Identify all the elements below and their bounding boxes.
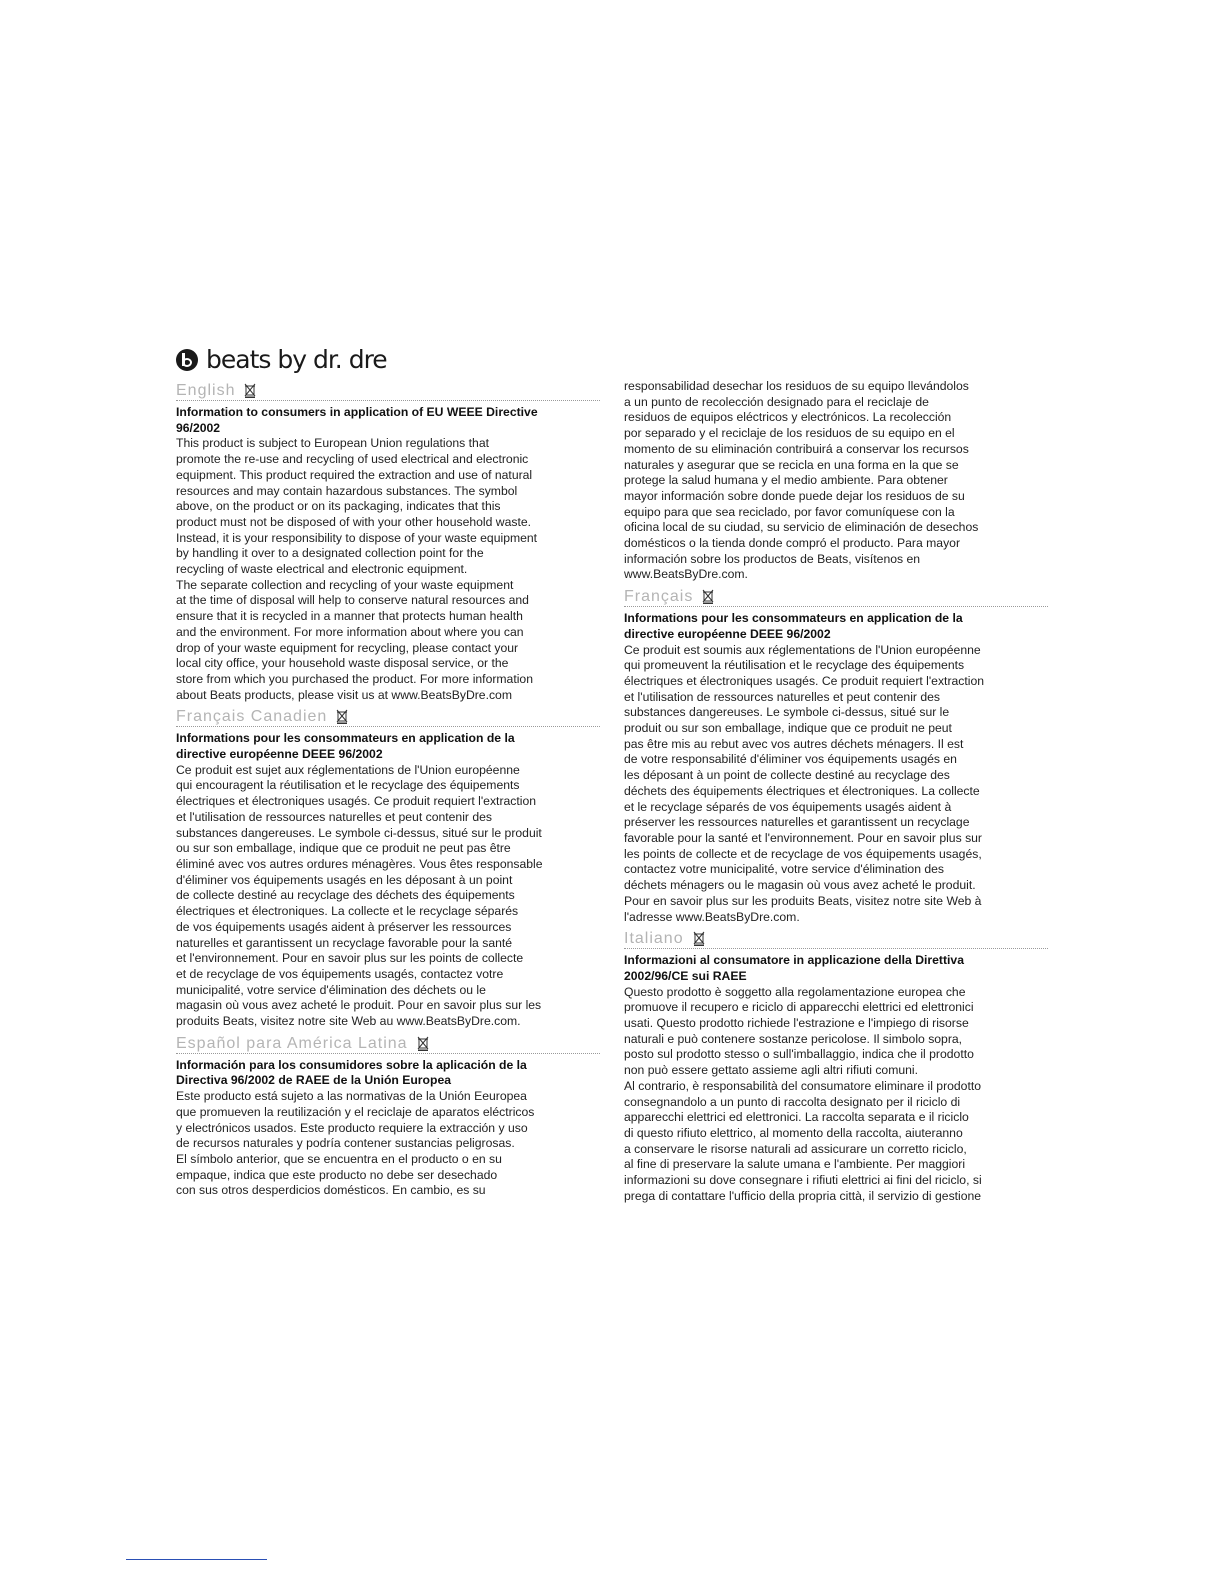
section-body: Ce produit est soumis aux réglementations de l'Union européenne qui promeuvent la réutilisation et le recyclage des équipements électriques et électroniques usagés. Ce produit requiert l'extraction et l'utilisation de ressources naturelles et peut contenir des substances dangereuses. Le symbole ci-dessus, situé sur le produit ou sur son emballage, indique que ce produit ne peut pas être mis au rebut avec vos autres déchets ménagers. Il est de votre responsabilité d'éliminer vos équipements usagés en les déposant à un point de collecte destiné au recyclage des déchets des équipements électriques et électroniques. La collecte et le recyclage séparés de vos équipements usagés aident à préserver les ressources naturelles et garantissent un recyclage favorable pour la santé et l'environnement. Pour en savoir plus sur les points de collecte et de recyclage de vos équipements usagés, contactez votre municipalité, votre service d'élimination des déchets ménagers ou le magasin où vous avez acheté le produit. Pour en savoir plus sur les produits Beats, visitez notre site Web à l'adresse www.BeatsByDre.com. xyxy=(624,642,985,924)
section-heading: Información para los consumidores sobre la aplicación de la Directiva 96/2002 de RAEE de la Unión Europea xyxy=(176,1057,527,1088)
section-header xyxy=(624,928,1048,949)
section-title: Français xyxy=(624,588,694,606)
section-title: English xyxy=(176,382,236,399)
section-heading: Informations pour les consommateurs en application de la directive européenne DEEE 96/2002 xyxy=(176,731,515,762)
section-header xyxy=(176,706,600,727)
section-title: Italiano xyxy=(624,930,684,948)
section-body: This product is subject to European Union regulations that promote the re-use and recycling of used electrical and electronic equipment. This product required the extraction and use of natural resources and may contain hazardous substances. The symbol above, on the product or on its packaging, indicates that this product must not be disposed of with your other household waste. Instead, it is your responsibility to dispose of your waste equipment by handling it over to a designated collection point for the recycling of waste electrical and electronic equipment. The separate collection and recycling of your waste equipment at the time of disposal will help to conserve natural resources and ensure that it is recycled in a manner that protects human health and the environment. For more information about where you can drop of your waste equipment for recycling, please contact your local city office, your household waste disposal service, or the store from which you purchased the product. For more information about Beats products, please visit us at www.BeatsByDre.com xyxy=(176,436,538,702)
section-espanol xyxy=(176,1033,600,1199)
weee-bin-icon xyxy=(417,1036,429,1051)
footer-rule xyxy=(126,1559,267,1560)
left-column xyxy=(176,380,600,1199)
section-title: Français Canadien xyxy=(176,708,328,726)
brand-logo xyxy=(176,345,387,374)
weee-bin-icon xyxy=(693,931,705,946)
section-heading: Informazioni al consumatore in applicazione della Direttiva 2002/96/CE sui RAEE xyxy=(624,953,964,983)
section-heading: Information to consumers in application of EU WEEE Directive 96/2002 xyxy=(176,405,538,435)
section-header xyxy=(624,586,1048,607)
continuation-text: responsabilidad desechar los residuos de su equipo llevándolos a un punto de recolección designado para el reciclaje de residuos de equipos eléctricos y electrónicos. La recolección por separado y el reciclaje de los residuos de su equipo en el momento de su eliminación contribuirá a conservar los recursos naturales y asegurar que se recicla en una forma en la que se protege la salud humana y el medio ambiente. Para obtener mayor información sobre donde puede dejar los residuos de su equipo para que sea reciclado, por favor comuníquese con la oficina local de su ciudad, su servicio de eliminación de desechos domésticos o la tienda donde compró el producto. Para mayor información sobre los productos de Beats, visítenos en www.BeatsByDre.com. xyxy=(624,379,979,582)
weee-bin-icon xyxy=(244,383,256,398)
section-heading: Informations pour les consommateurs en application de la directive européenne DEEE 96/2002 xyxy=(624,611,963,641)
section-francais xyxy=(624,586,1048,925)
section-title: Español para América Latina xyxy=(176,1034,408,1052)
brand-logo-text: beats by dr. dre xyxy=(206,345,387,374)
section-body: Ce produit est sujet aux réglementations de l'Union européenne qui encouragent la réutilisation et le recyclage des équipements électriques et électroniques usagés. Ce produit requiert l'extraction et l'utilisation de ressources naturelles et peut contenir des substances dangereuses. Le symbole ci-dessus, situé sur le produit ou sur son emballage, indique que ce produit ne peut pas être éliminé avec vos autres ordures ménagères. Vous êtes responsable d'éliminer vos équipements usagés en les déposant à un point de collecte destiné au recyclage des déchets des équipements électriques et électroniques. La collecte et le recyclage séparés de vos équipements usagés aident à préserver les ressources naturelles et garantissent un recyclage favorable pour la santé et l'environnement. Pour en savoir plus sur les points de collecte et de recyclage de vos équipements usagés, contactez votre municipalité, votre service d'élimination des déchets ou le magasin où vous avez acheté le produit. Pour en savoir plus sur les produits Beats, visitez notre site Web au www.BeatsByDre.com. xyxy=(176,762,543,1029)
right-column xyxy=(624,379,1048,1204)
weee-bin-icon xyxy=(336,709,348,724)
section-body: Questo prodotto è soggetto alla regolamentazione europea che promuove il recupero e riciclo di apparecchi elettrici ed elettronici usati. Questo prodotto richiede l'estrazione e l'impiego di risorse naturali e può contenere sostanze pericolose. Il simbolo sopra, posto sul prodotto stesso o sull'imballaggio, indica che il prodotto non può essere gettato assieme agli altri rifiuti comuni. Al contrario, è responsabilità del consumatore eliminare il prodotto consegnandolo a un punto di raccolta designato per il riciclo di apparecchi elettrici ed elettronici. La raccolta separata e il riciclo di questo rifiuto elettrico, al momento della raccolta, aiuteranno a conservare le risorse naturali ad assicurare un corretto riciclo, al fine di preservare la salute umana e l'ambiente. Per maggiori informazioni su dove consegnare i rifiuti elettrici ai fini del riciclo, si prega di contattare l'ufficio della propria città, il servizio di gestione xyxy=(624,984,982,1203)
section-header xyxy=(176,380,600,401)
beats-logo-icon xyxy=(176,349,198,371)
section-body: Este producto está sujeto a las normativas de la Unión Eeuropea que promueven la reutilización y el reciclaje de aparatos eléctricos y electrónicos usados. Este producto requiere la extracción y uso de recursos naturales y podría contener sustancias peligrosas. El símbolo anterior, que se encuentra en el producto o en su empaque, indica que este producto no debe ser desechado con sus otros desperdicios domésticos. En cambio, es su xyxy=(176,1089,535,1198)
section-italiano xyxy=(624,928,1048,1204)
section-header xyxy=(176,1033,600,1054)
weee-bin-icon xyxy=(702,589,714,604)
section-francais-canadien xyxy=(176,706,600,1029)
section-english xyxy=(176,380,600,703)
